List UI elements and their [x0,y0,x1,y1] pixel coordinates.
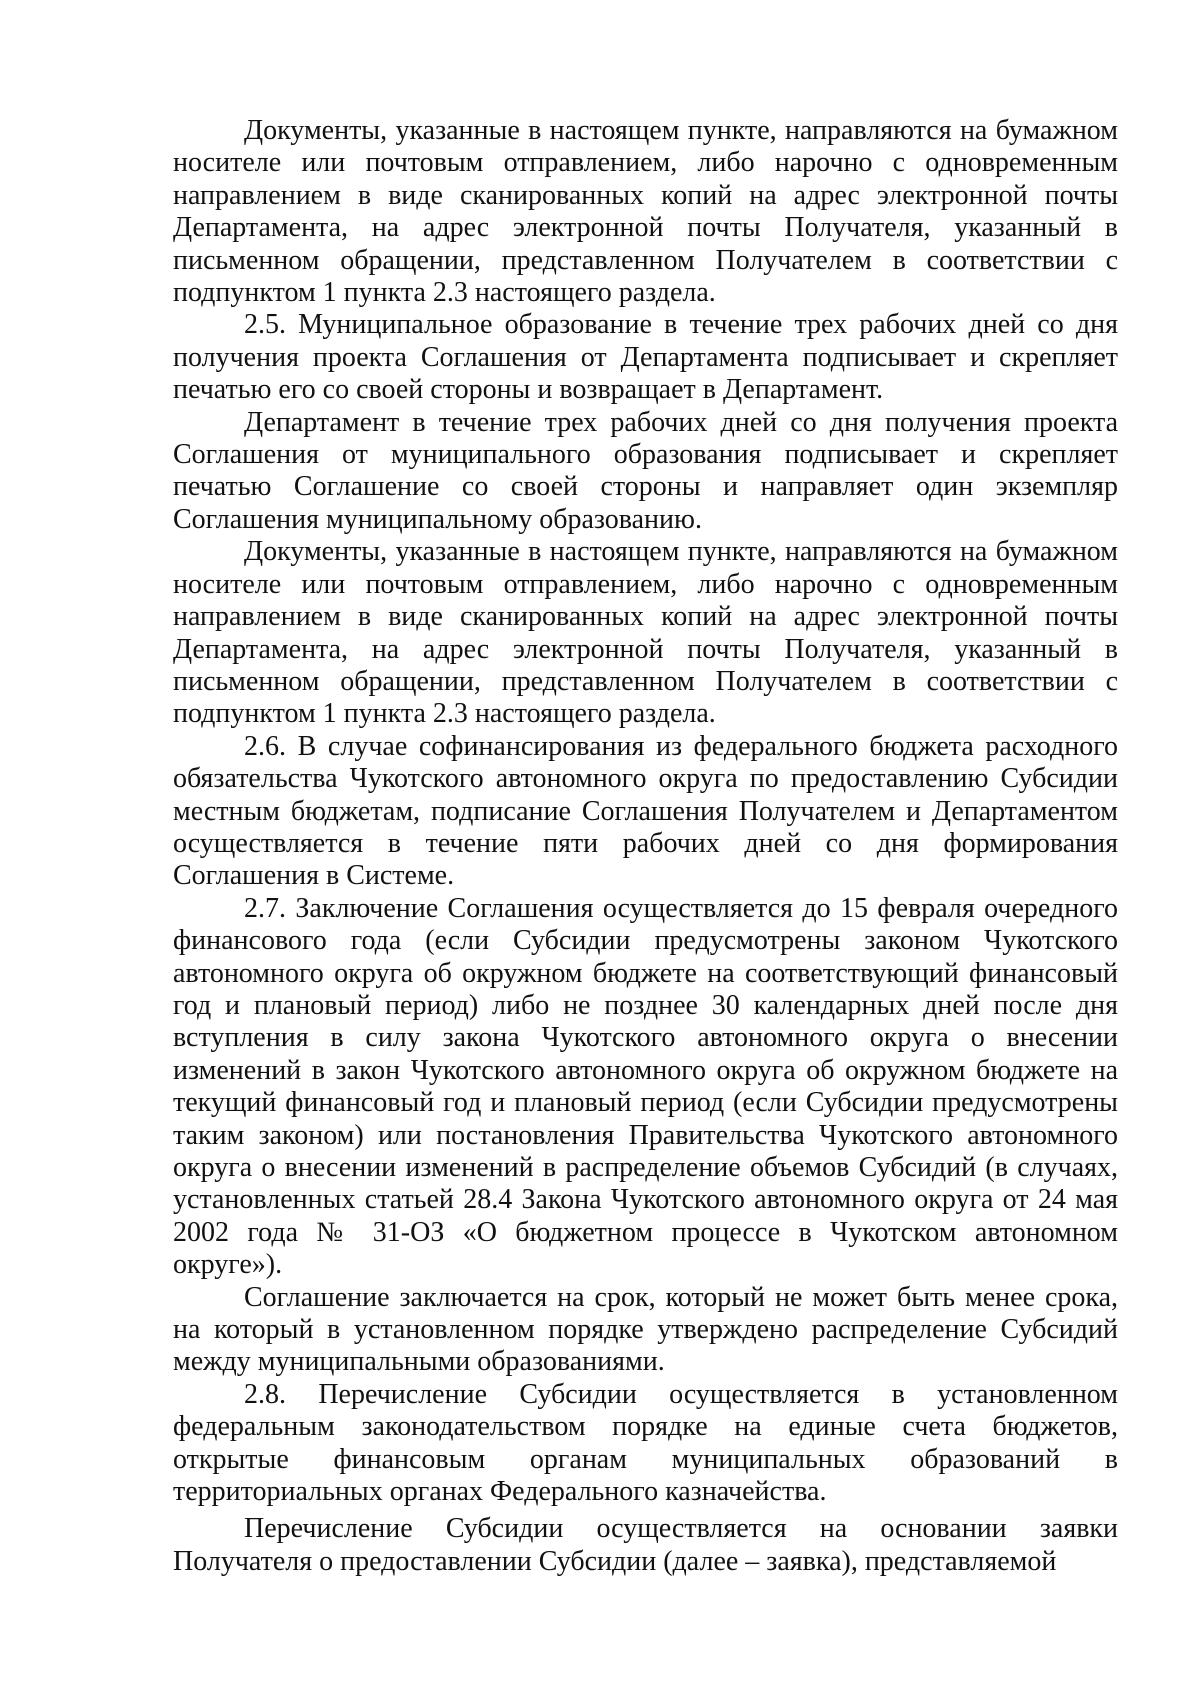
paragraph-department-signing: Департамент в течение трех рабочих дней со дня получения проекта Соглашения от муниципального образования подписывает и скрепляет печатью Соглашение со своей стороны и направляет один экземпляр Соглашения муниципальному образованию. [173,406,1118,535]
paragraph-2-7: 2.7. Заключение Соглашения осуществляется до 15 февраля очередного финансового года (если Субсидии предусмотрены законом Чукотского автономного округа об окружном бюджете на соответствующий финансовый год и плановый период) либо не позднее 30 календарных дней после дня вступления в силу закона Чукотского автономного округа о внесении изменений в закон Чукотского автономного округа об окружном бюджете на текущий финансовый год и плановый период (если Субсидии предусмотрены таким законом) или постановления Правительства Чукотского автономного округа о внесении изменений в распределение объемов Субсидий (в случаях, установленных статьей 28.4 Закона Чукотского автономного округа от 24 мая 2002 года № 31-ОЗ «О бюджетном процессе в Чукотском автономном округе»). [173,892,1118,1281]
paragraph-documents-sending-1: Документы, указанные в настоящем пункте, направляются на бумажном носителе или почтовым отправлением, либо нарочно с одновременным направлением в виде сканированных копий на адрес электронной почты Департамента, на адрес электронной почты Получателя, указанный в письменном обращении, представленном Получателем в соответствии с подпунктом 1 пункта 2.3 настоящего раздела. [173,115,1118,309]
paragraph-documents-sending-2: Документы, указанные в настоящем пункте, направляются на бумажном носителе или почтовым отправлением, либо нарочно с одновременным направлением в виде сканированных копий на адрес электронной почты Департамента, на адрес электронной почты Получателя, указанный в письменном обращении, представленном Получателем в соответствии с подпунктом 1 пункта 2.3 настоящего раздела. [173,536,1118,730]
paragraph-2-5: 2.5. Муниципальное образование в течение трех рабочих дней со дня получения проекта Соглашения от Департамента подписывает и скрепляет печатью его со своей стороны и возвращает в Департамент. [173,309,1118,406]
paragraph-2-8: 2.8. Перечисление Субсидии осуществляется в установленном федеральным законодательством порядке на единые счета бюджетов, открытые финансовым органам муниципальных образований в территориальных органах Федерального казначейства. [173,1378,1118,1508]
paragraph-agreement-term: Соглашение заключается на срок, который не может быть менее срока, на который в установленном порядке утверждено распределение Субсидий между муниципальными образованиями. [173,1281,1118,1378]
document-page [173,115,1118,1578]
paragraph-transfer-request: Перечисление Субсидии осуществляется на основании заявки Получателя о предоставлении Субсидии (далее – заявка), представляемой [173,1513,1118,1577]
paragraph-2-6: 2.6. В случае софинансирования из федерального бюджета расходного обязательства Чукотского автономного округа по предоставлению Субсидии местным бюджетам, подписание Соглашения Получателем и Департаментом осуществляется в течение пяти рабочих дней со дня формирования Соглашения в Системе. [173,730,1118,892]
